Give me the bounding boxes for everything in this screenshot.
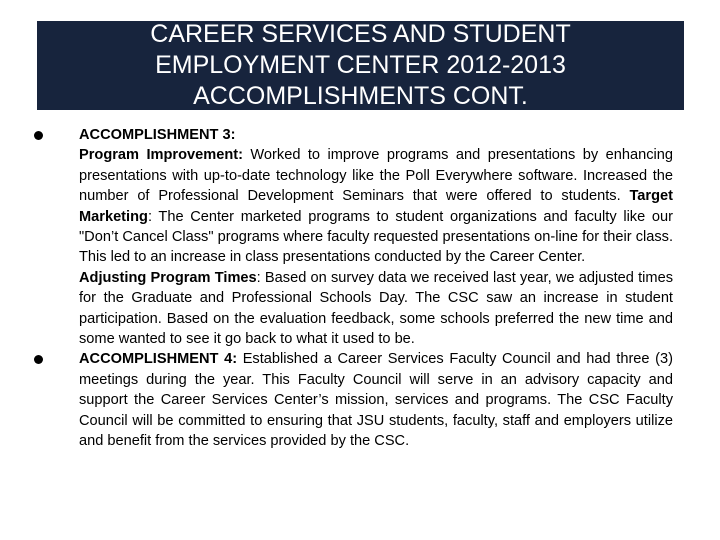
- accomplishment-4-text: Established a Career Services Faculty Council and had three (3) meetings during the year. This Faculty Council will serve in an advisory capacity and support the Career Services Center’s mission, services and programs. The CSC Faculty Council will be committed to ensuring that JSU students, faculty, staff and employers utilize and benefit from the services provided by the CSC.: [79, 351, 673, 450]
- target-marketing-label: Target Marketing: [79, 188, 673, 225]
- accomplishment-3-program-paragraph: [79, 145, 673, 267]
- slide-title: [37, 21, 684, 110]
- accomplishment-4-paragraph: [79, 349, 673, 451]
- target-marketing-text: : The Center marketed programs to student organizations and faculty like our "Don’t Cancel Class" programs where faculty requested presentations on-line for their class. This led to an increase in class presentations conducted by the Career Center.: [79, 208, 673, 266]
- adjusting-times-label: Adjusting Program Times: [79, 269, 257, 286]
- title-band: [37, 21, 684, 110]
- bullet-icon: [34, 131, 43, 140]
- program-improvement-text: Worked to improve programs and presentations by enhancing presentations with up-to-date technology like the Poll Everywhere software. Increased the number of Professional Development Seminars that were offered to students.: [79, 147, 673, 205]
- title-line-2: EMPLOYMENT CENTER 2012-2013: [155, 51, 566, 79]
- accomplishment-3-heading: ACCOMPLISHMENT 3:: [79, 127, 236, 143]
- title-line-3: ACCOMPLISHMENTS CONT.: [193, 82, 528, 110]
- program-improvement-label: Program Improvement:: [79, 147, 243, 164]
- bullet-icon: [34, 355, 43, 364]
- accomplishment-3-adjusting-paragraph: [79, 268, 673, 350]
- adjusting-times-text: : Based on survey data we received last year, we adjusted times for the Graduate and Professional Schools Day. The CSC saw an increase in student participation. Based on the evaluation feedback, some schools preferred the new time and some wanted to see it go back to what it used to be.: [79, 269, 673, 348]
- accomplishment-3-item: [0, 125, 673, 349]
- title-line-1: CAREER SERVICES AND STUDENT: [150, 21, 571, 48]
- accomplishment-4-heading: ACCOMPLISHMENT 4:: [79, 351, 238, 368]
- slide-body: [0, 125, 720, 452]
- accomplishment-4-item: [0, 349, 673, 451]
